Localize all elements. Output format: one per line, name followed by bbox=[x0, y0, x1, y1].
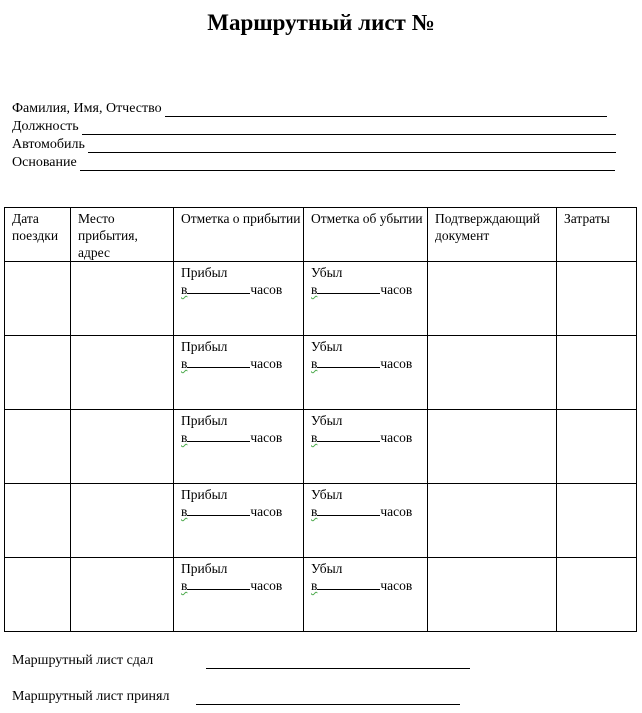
arrival-cell bbox=[174, 558, 304, 632]
header-place: Место прибытия, адрес bbox=[71, 208, 174, 262]
date-cell[interactable] bbox=[5, 558, 71, 632]
table-row bbox=[5, 484, 637, 558]
table-row bbox=[5, 558, 637, 632]
departure-time-line bbox=[311, 355, 427, 372]
departure-hours: часов bbox=[380, 504, 413, 519]
costs-cell[interactable] bbox=[557, 484, 637, 558]
departure-time-blank[interactable] bbox=[317, 503, 380, 516]
document-cell[interactable] bbox=[428, 410, 557, 484]
departure-cell bbox=[304, 262, 428, 336]
departure-hours: часов bbox=[380, 282, 413, 297]
arrival-hours: часов bbox=[250, 356, 283, 371]
place-cell[interactable] bbox=[71, 410, 174, 484]
arrival-word: Прибыл bbox=[181, 339, 228, 354]
departure-hours: часов bbox=[380, 578, 413, 593]
header-costs: Затраты bbox=[557, 208, 637, 262]
document-cell[interactable] bbox=[428, 262, 557, 336]
arrival-prep: в bbox=[181, 578, 188, 593]
arrival-word: Прибыл bbox=[181, 413, 228, 428]
departure-word: Убыл bbox=[311, 561, 343, 576]
date-cell[interactable] bbox=[5, 336, 71, 410]
departure-time-blank[interactable] bbox=[317, 355, 380, 368]
place-cell[interactable] bbox=[71, 558, 174, 632]
departure-prep: в bbox=[311, 504, 318, 519]
costs-cell[interactable] bbox=[557, 410, 637, 484]
arrival-cell bbox=[174, 262, 304, 336]
basis-field bbox=[12, 154, 615, 171]
table-row bbox=[5, 336, 637, 410]
name-field bbox=[12, 100, 607, 117]
arrival-time-line bbox=[181, 429, 303, 446]
departure-cell bbox=[304, 484, 428, 558]
document-cell[interactable] bbox=[428, 336, 557, 410]
arrival-word: Прибыл bbox=[181, 487, 228, 502]
departure-time-line bbox=[311, 577, 427, 594]
costs-cell[interactable] bbox=[557, 558, 637, 632]
arrival-time-line bbox=[181, 281, 303, 298]
costs-cell[interactable] bbox=[557, 336, 637, 410]
place-cell[interactable] bbox=[71, 262, 174, 336]
car-line[interactable] bbox=[88, 139, 616, 153]
arrival-prep: в bbox=[181, 356, 188, 371]
departure-time-blank[interactable] bbox=[317, 429, 380, 442]
departure-word: Убыл bbox=[311, 487, 343, 502]
name-label: Фамилия, Имя, Отчество bbox=[12, 101, 162, 116]
arrival-cell bbox=[174, 410, 304, 484]
arrival-hours: часов bbox=[250, 504, 283, 519]
arrival-time-blank[interactable] bbox=[187, 355, 250, 368]
position-line[interactable] bbox=[82, 121, 616, 135]
departure-word: Убыл bbox=[311, 265, 343, 280]
departure-cell bbox=[304, 410, 428, 484]
arrival-time-line bbox=[181, 577, 303, 594]
departure-word: Убыл bbox=[311, 339, 343, 354]
table-row bbox=[5, 262, 637, 336]
position-label: Должность bbox=[12, 119, 79, 134]
date-cell[interactable] bbox=[5, 410, 71, 484]
departure-prep: в bbox=[311, 356, 318, 371]
submitted-signature-line[interactable] bbox=[206, 667, 470, 669]
header-departure: Отметка об убытии bbox=[304, 208, 428, 262]
basis-line[interactable] bbox=[80, 157, 615, 171]
accepted-signature-line[interactable] bbox=[196, 703, 460, 705]
arrival-time-line bbox=[181, 355, 303, 372]
departure-prep: в bbox=[311, 282, 318, 297]
document-cell[interactable] bbox=[428, 484, 557, 558]
arrival-time-blank[interactable] bbox=[187, 577, 250, 590]
costs-cell[interactable] bbox=[557, 262, 637, 336]
table-row bbox=[5, 410, 637, 484]
departure-hours: часов bbox=[380, 430, 413, 445]
car-field bbox=[12, 136, 616, 153]
header-arrival: Отметка о прибытии bbox=[174, 208, 304, 262]
date-cell[interactable] bbox=[5, 484, 71, 558]
arrival-prep: в bbox=[181, 282, 188, 297]
arrival-prep: в bbox=[181, 504, 188, 519]
arrival-hours: часов bbox=[250, 430, 283, 445]
arrival-hours: часов bbox=[250, 578, 283, 593]
departure-hours: часов bbox=[380, 356, 413, 371]
document-title: Маршрутный лист № bbox=[207, 10, 435, 35]
arrival-word: Прибыл bbox=[181, 265, 228, 280]
arrival-time-blank[interactable] bbox=[187, 281, 250, 294]
departure-cell bbox=[304, 558, 428, 632]
name-line[interactable] bbox=[165, 103, 607, 117]
departure-prep: в bbox=[311, 430, 318, 445]
accepted-label: Маршрутный лист принял bbox=[12, 689, 170, 704]
position-field bbox=[12, 118, 616, 135]
departure-time-line bbox=[311, 429, 427, 446]
table-header-row bbox=[5, 208, 637, 262]
departure-time-blank[interactable] bbox=[317, 281, 380, 294]
arrival-cell bbox=[174, 484, 304, 558]
departure-time-line bbox=[311, 281, 427, 298]
route-table bbox=[4, 207, 637, 632]
place-cell[interactable] bbox=[71, 336, 174, 410]
arrival-time-blank[interactable] bbox=[187, 429, 250, 442]
arrival-time-line bbox=[181, 503, 303, 520]
document-cell[interactable] bbox=[428, 558, 557, 632]
car-label: Автомобиль bbox=[12, 137, 85, 152]
arrival-word: Прибыл bbox=[181, 561, 228, 576]
submitted-label: Маршрутный лист сдал bbox=[12, 653, 154, 668]
arrival-prep: в bbox=[181, 430, 188, 445]
arrival-time-blank[interactable] bbox=[187, 503, 250, 516]
departure-time-line bbox=[311, 503, 427, 520]
date-cell[interactable] bbox=[5, 262, 71, 336]
departure-time-blank[interactable] bbox=[317, 577, 380, 590]
header-document: Подтверждающий документ bbox=[428, 208, 557, 262]
header-date: Дата поездки bbox=[5, 208, 71, 262]
departure-word: Убыл bbox=[311, 413, 343, 428]
arrival-cell bbox=[174, 336, 304, 410]
basis-label: Основание bbox=[12, 155, 77, 170]
departure-prep: в bbox=[311, 578, 318, 593]
place-cell[interactable] bbox=[71, 484, 174, 558]
arrival-hours: часов bbox=[250, 282, 283, 297]
departure-cell bbox=[304, 336, 428, 410]
